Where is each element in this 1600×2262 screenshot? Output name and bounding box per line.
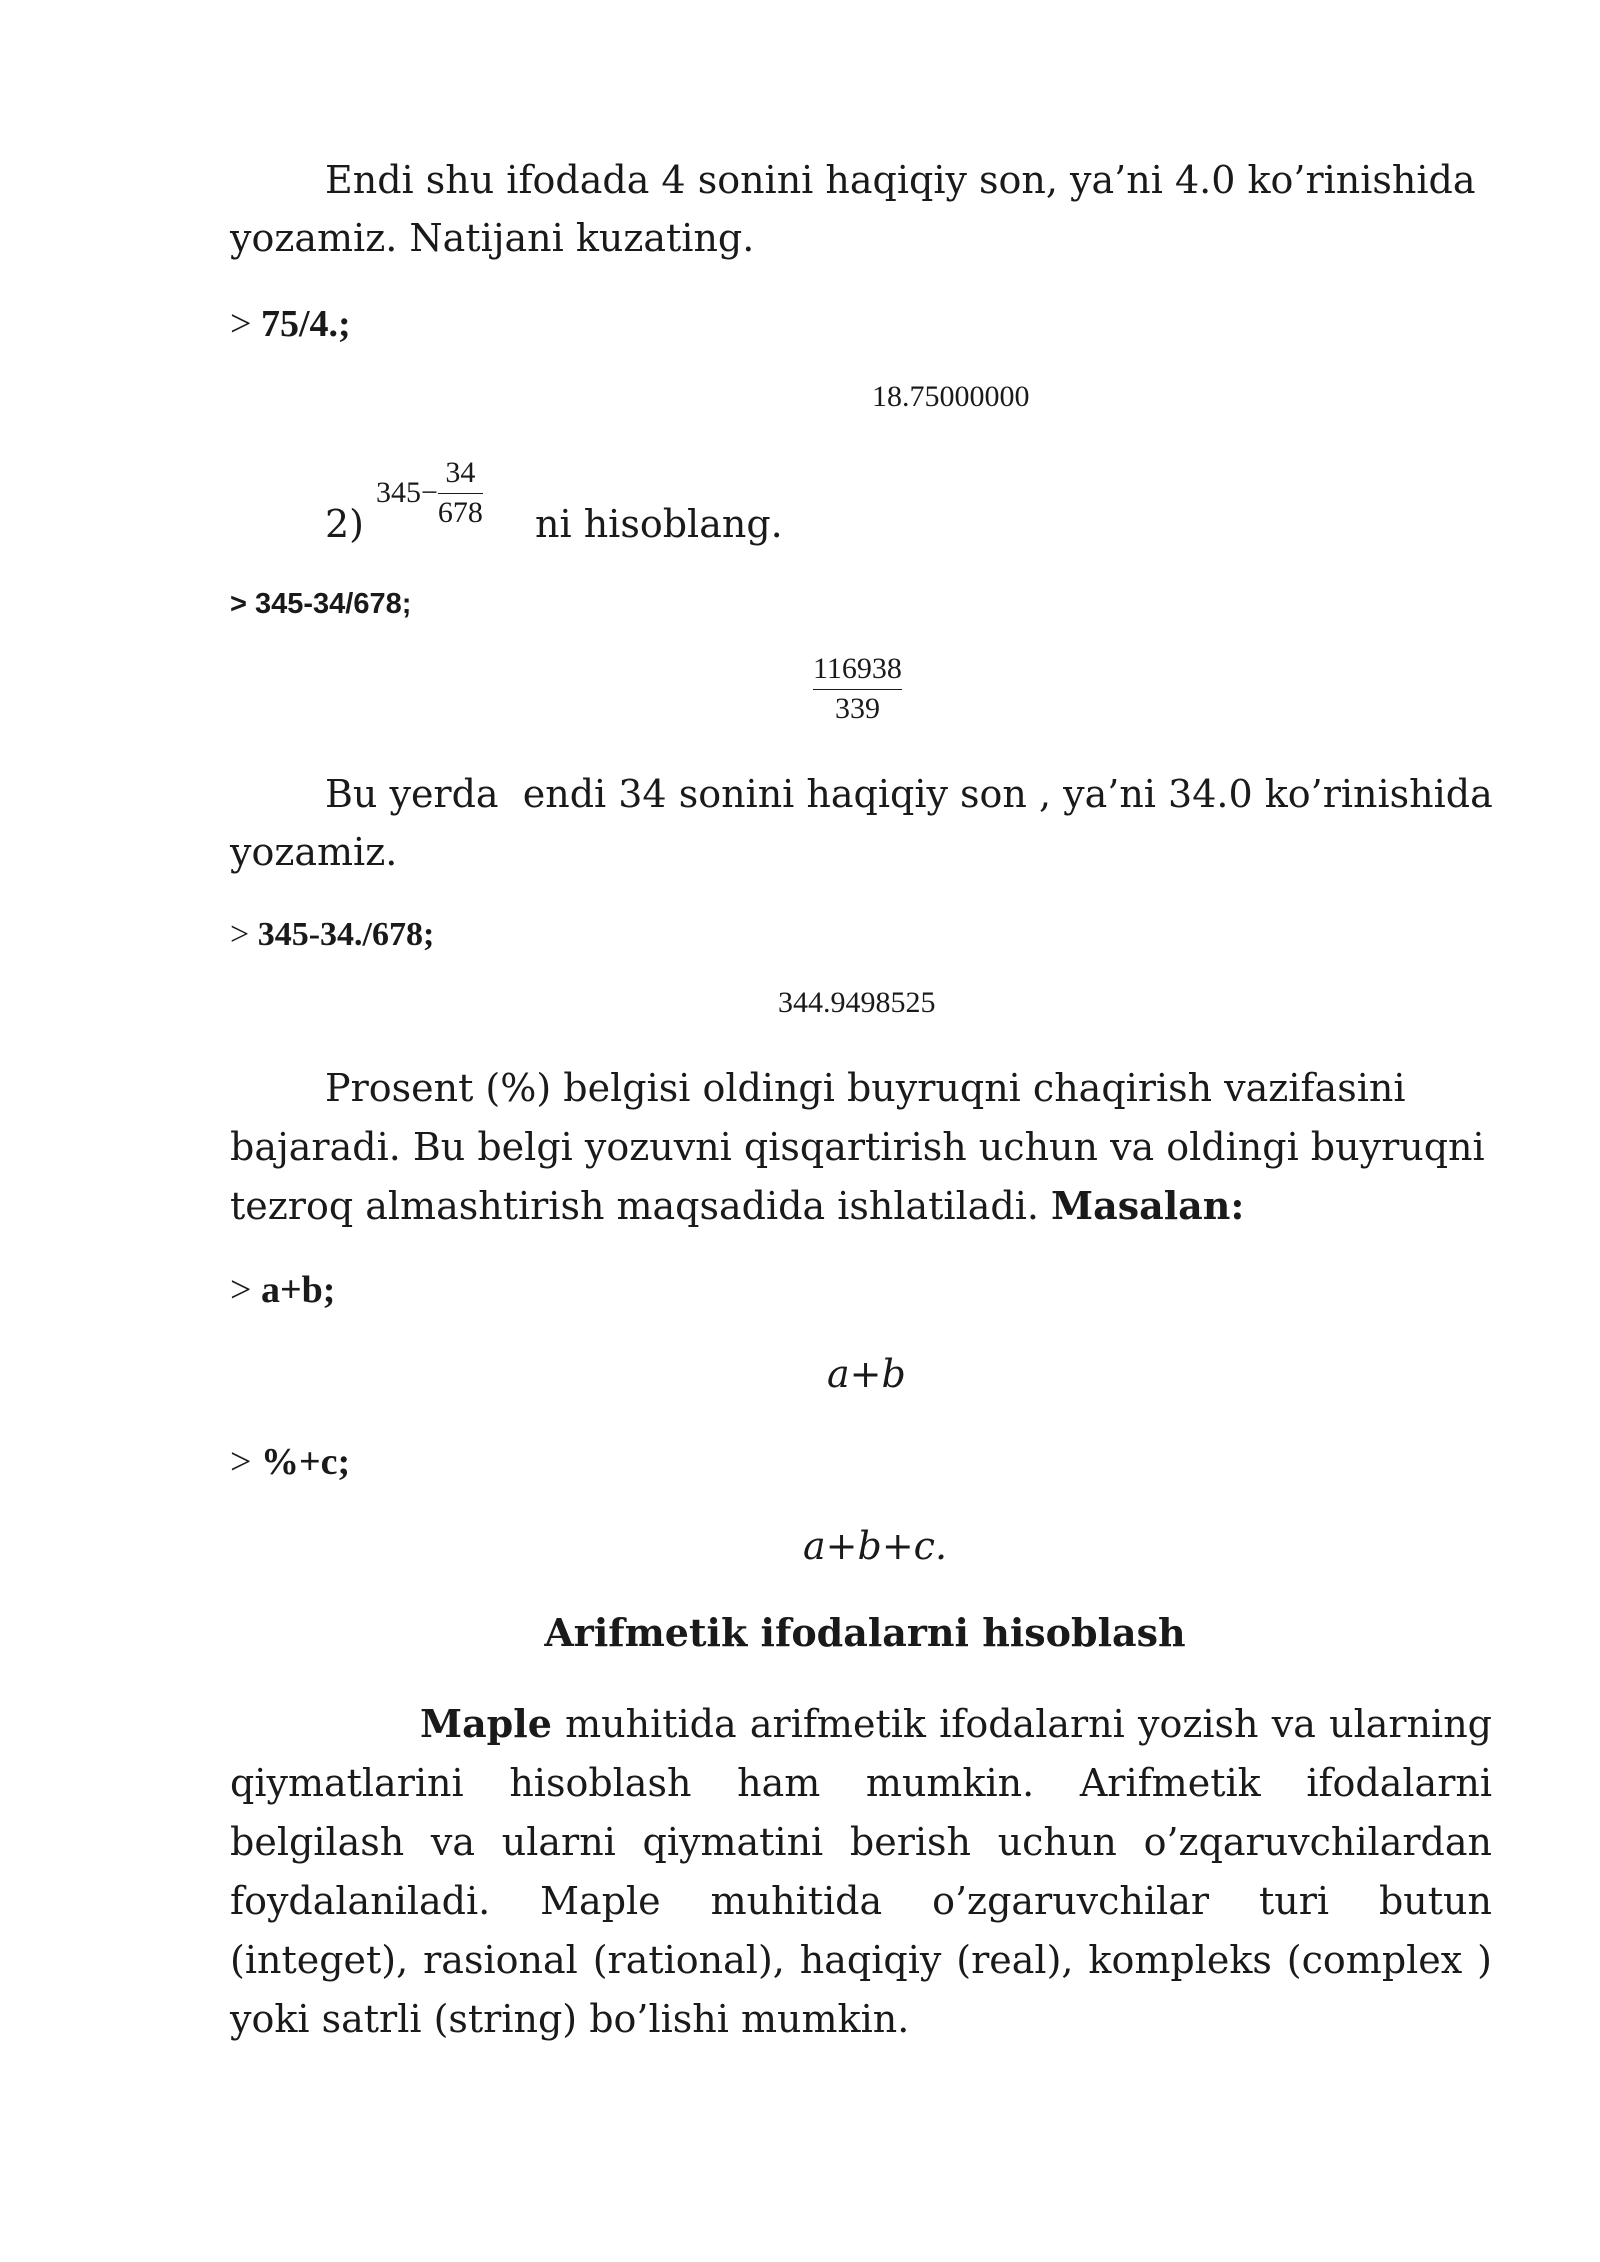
command-code: 75/4.; <box>260 303 351 345</box>
item-suffix: ni hisoblang. <box>535 502 783 546</box>
section-heading: Arifmetik ifodalarni hisoblash <box>544 1610 1186 1655</box>
command-code: a+b; <box>260 1269 336 1311</box>
paragraph-3-line-1: Prosent (%) belgisi oldingi buyruqni chaqirish vazifasini <box>325 1066 1406 1110</box>
fraction-expression <box>376 456 483 530</box>
prompt-symbol: > <box>230 1269 252 1311</box>
paragraph-2-line-2: yozamiz. <box>230 830 398 874</box>
command-code: %+c; <box>260 1441 351 1483</box>
paragraph-3-line-2: bajaradi. Bu belgi yozuvni qisqartirish uchun va oldingi buyruqni <box>230 1125 1485 1169</box>
minus-sign: − <box>421 476 438 509</box>
paragraph-4 <box>230 1694 1492 2049</box>
maple-output-5: a+b+c. <box>803 1524 948 1568</box>
prompt-symbol: > <box>230 1441 252 1483</box>
maple-command-5 <box>230 1440 350 1484</box>
maple-command-2: > 345-34/678; <box>230 588 412 620</box>
expression-whole: 345 <box>376 476 421 509</box>
paragraph-3-line-3 <box>230 1176 1244 1236</box>
prompt-symbol: > <box>230 303 252 345</box>
output-denominator: 339 <box>834 691 880 725</box>
maple-output-4: a+b <box>827 1352 906 1396</box>
paragraph-3-line-3-text: tezroq almashtirish maqsadida ishlatiladi. <box>230 1184 1039 1228</box>
example-label: Masalan: <box>1051 1183 1245 1228</box>
prompt-symbol: > <box>230 916 250 953</box>
maple-output-1: 18.75000000 <box>872 380 1030 413</box>
fraction-bar <box>438 493 483 494</box>
maple-term: Maple <box>420 1701 552 1746</box>
item-number: 2) <box>325 502 365 546</box>
fraction-numerator: 34 <box>445 456 476 489</box>
maple-command-1 <box>230 302 351 346</box>
paragraph-1-line-2: yozamiz. Natijani kuzating. <box>230 216 755 260</box>
maple-command-4 <box>230 1268 335 1312</box>
paragraph-4-text: muhitida arifmetik ifodalarni yozish va ularning qiymatlarini hisoblash ham mumkin. Arifmetik ifodalarni belgilash va ularni qiymatini berish uchun o’zqaruvchilardan foydalaniladi. Maple muhitida o’zgaruvchilar turi butun (integet), rasional (rational), haqiqiy (real), kompleks (complex ) yoki satrli (string) bo’lishi mumkin. <box>230 1702 1492 2041</box>
command-code: 345-34./678; <box>257 916 435 953</box>
paragraph-1-line-1: Endi shu ifodada 4 sonini haqiqiy son, ya’ni 4.0 ko’rinishida <box>325 158 1476 202</box>
output-fraction <box>813 652 902 726</box>
output-fraction-bar <box>813 689 902 690</box>
fraction <box>438 456 483 530</box>
output-numerator: 116938 <box>813 652 902 685</box>
paragraph-2-line-1: Bu yerda endi 34 sonini haqiqiy son , ya’ni 34.0 ko’rinishida <box>325 772 1493 816</box>
maple-output-3: 344.9498525 <box>778 986 936 1019</box>
maple-command-3 <box>230 916 434 954</box>
maple-output-2 <box>813 652 902 726</box>
fraction-denominator: 678 <box>437 495 483 529</box>
